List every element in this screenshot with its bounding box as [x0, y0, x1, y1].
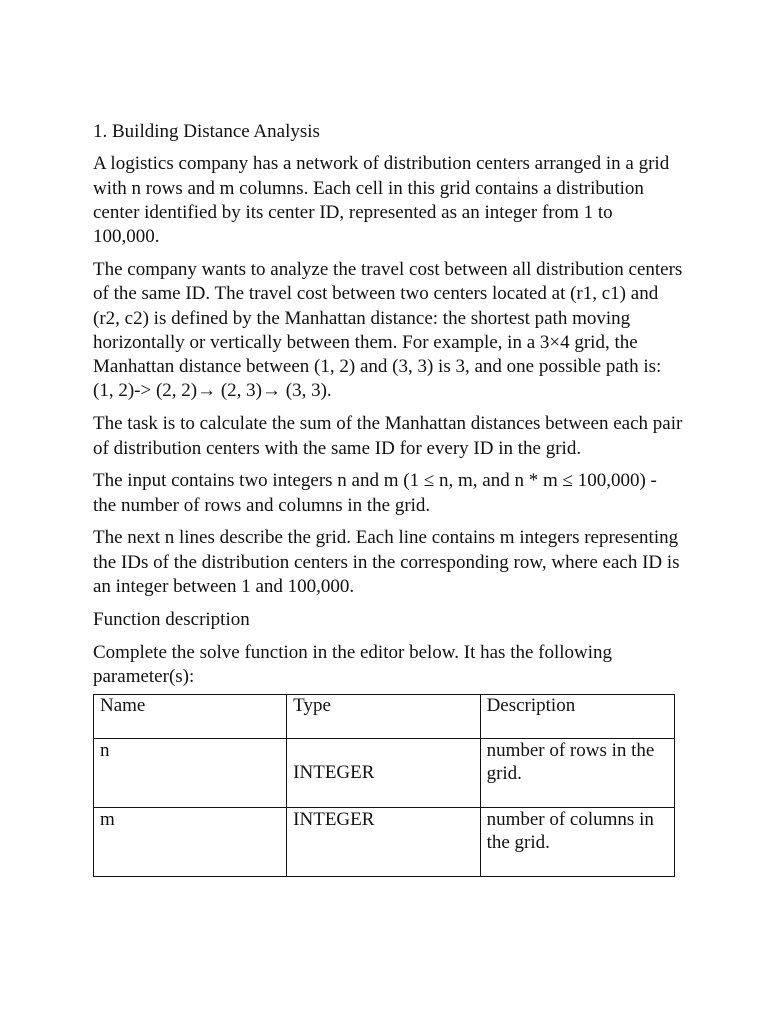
problem-title: 1. Building Distance Analysis: [93, 121, 320, 142]
cell-name: n: [94, 739, 287, 808]
table-row: [94, 808, 675, 877]
document-page: [93, 120, 683, 877]
paragraph-function-intro: Complete the solve function in the editor below. It has the following parameter(s):: [93, 641, 613, 687]
cell-name: m: [94, 808, 287, 877]
header-description: Description: [480, 695, 674, 739]
paragraph-grid-lines: The next n lines describe the grid. Each line contains m integers representing the IDs of the distribution centers in the corresponding row, where each ID is an integer between 1 and 100,000.: [93, 527, 680, 598]
header-type: Type: [287, 695, 480, 739]
section-heading-function-description: Function description: [93, 608, 250, 630]
cell-description: number of columns in the grid.: [480, 808, 674, 877]
cell-type-value: INTEGER: [293, 762, 375, 784]
table-row: [94, 739, 675, 808]
cell-type: INTEGER: [287, 808, 480, 877]
cell-description: number of rows in the grid.: [480, 739, 674, 808]
parameters-table: [93, 694, 675, 877]
paragraph-travel-cost: The company wants to analyze the travel cost between all distribution centers of the same ID. The travel cost between two centers located at (r1, c1) and (r2, c2) is defined by the Manhattan distance: the shortest path moving horizontally or vertically between them. For example, in a 3×4 grid, the Manhattan distance between (1, 2) and (3, 3) is 3, and one possible path is: (1, 2)-> (2, 2)→ (2, 3)→ (3, 3).: [93, 258, 683, 402]
header-name: Name: [94, 695, 287, 739]
paragraph-task: The task is to calculate the sum of the Manhattan distances between each pair of distribution centers with the same ID for every ID in the grid.: [93, 413, 683, 459]
paragraph-intro: A logistics company has a network of distribution centers arranged in a grid with n rows and m columns. Each cell in this grid contains a distribution center identified by its center ID, represented as an integer from 1 to 100,000.: [93, 153, 670, 248]
paragraph-input: The input contains two integers n and m (1 ≤ n, m, and n * m ≤ 100,000) - the number of rows and columns in the grid.: [93, 470, 657, 516]
table-header-row: [94, 695, 675, 739]
cell-type: [287, 739, 480, 808]
